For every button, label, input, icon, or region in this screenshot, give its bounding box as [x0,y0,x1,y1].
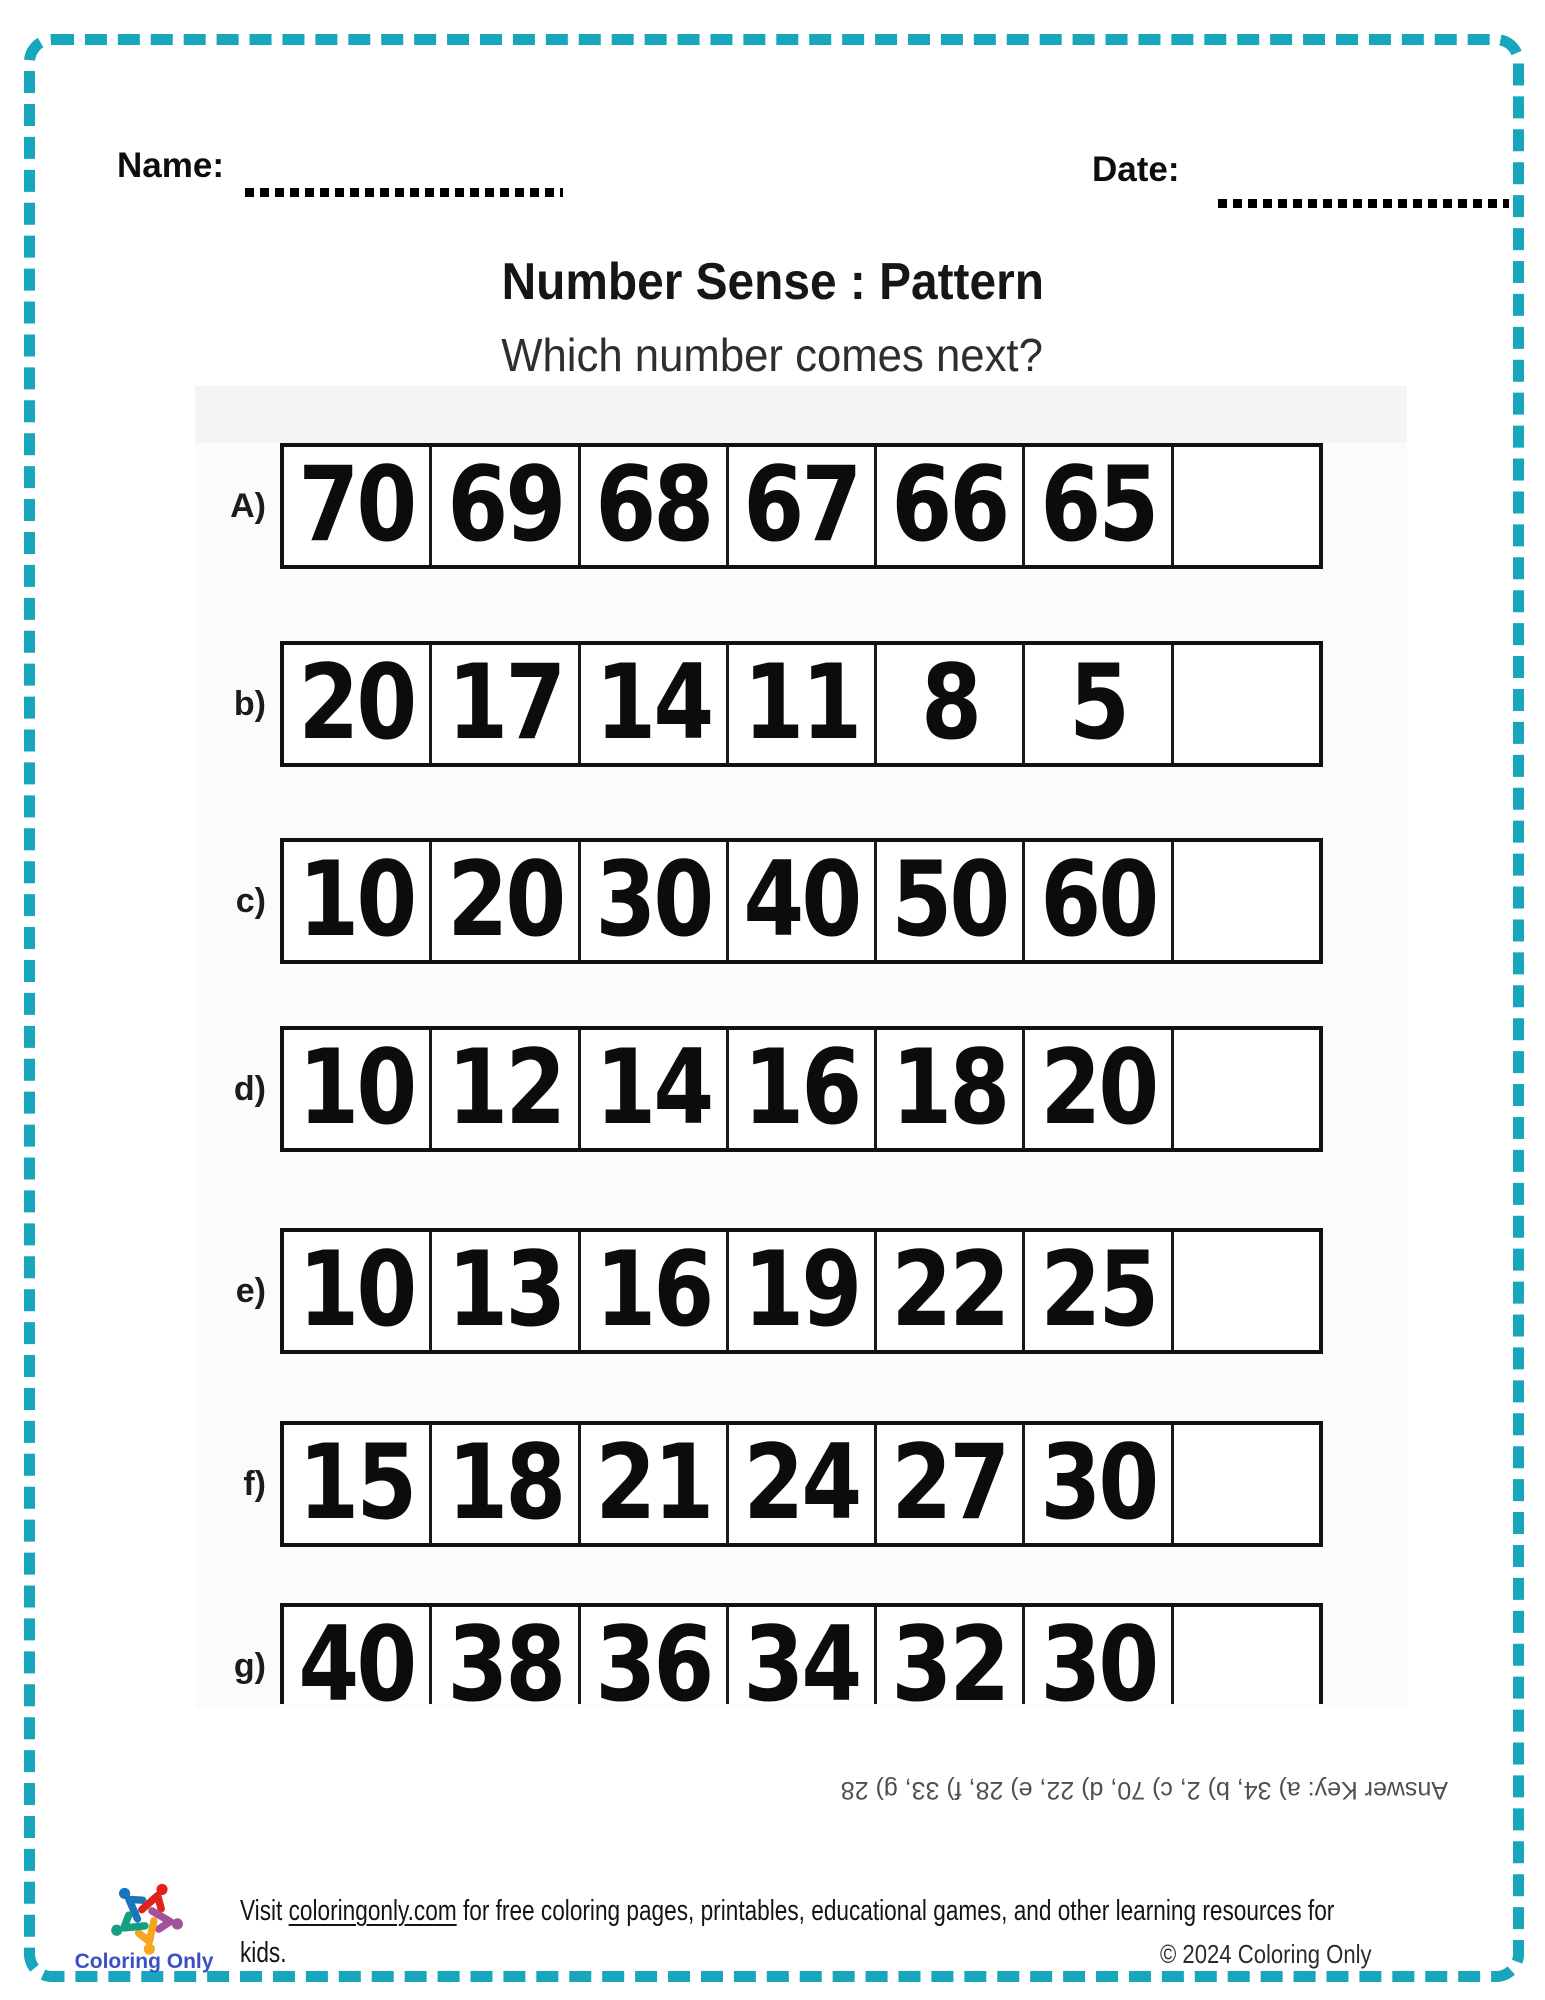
worksheet-row-e [185,1228,1323,1354]
number-cell: 12 [432,1030,580,1148]
worksheet-row-g-clip [185,1603,1325,1704]
page-title-wrap [0,252,1545,312]
row-label: A) [230,486,266,525]
worksheet-row-g [185,1603,1325,1704]
number-cell: 25 [1025,1232,1173,1350]
row-box [280,641,1323,767]
row-box [280,1421,1323,1547]
row-box [280,1026,1323,1152]
logo-star-people-icon [102,1874,190,1956]
number-cell: 14 [581,645,729,763]
number-cell: 11 [729,645,877,763]
number-cell: 20 [1025,1030,1173,1148]
number-cell: 14 [581,1030,729,1148]
number-cell: 5 [1025,645,1173,763]
number-cell: 50 [877,842,1025,960]
number-cell: 18 [432,1425,580,1543]
number-cell: 67 [729,447,877,565]
row-label: f) [243,1464,266,1503]
answer-cell [1174,1607,1319,1704]
number-cell: 66 [877,447,1025,565]
visit-prefix: Visit [240,1895,289,1927]
date-write-line [1218,199,1509,208]
number-cell: 15 [284,1425,432,1543]
row-label: e) [235,1271,266,1310]
number-cell: 21 [581,1425,729,1543]
worksheet-row-b [185,641,1323,767]
number-cell: 32 [877,1607,1025,1704]
number-cell: 19 [729,1232,877,1350]
answer-key-upside-down: Answer Key: a) 34, b) 2, c) 70, d) 22, e) 28, f) 33, g) 28 [840,1776,1448,1804]
row-label: b) [233,684,266,723]
row-label: c) [235,881,266,920]
row-label: g) [233,1646,266,1685]
page-subtitle-wrap [0,328,1545,382]
number-cell: 40 [284,1607,432,1704]
number-cell: 65 [1025,447,1173,565]
number-cell: 16 [729,1030,877,1148]
number-cell: 30 [1025,1607,1173,1704]
number-cell: 34 [729,1607,877,1704]
number-cell: 10 [284,1030,432,1148]
logo-text: Coloring Only [74,1950,214,1973]
number-cell: 40 [729,842,877,960]
row-box [280,443,1323,569]
footer-logo [64,1872,224,1984]
number-cell: 70 [284,447,432,565]
row-box [280,838,1323,964]
row-label: d) [233,1069,266,1108]
number-cell: 20 [284,645,432,763]
number-cell: 24 [729,1425,877,1543]
footer-note-line2: kids. [240,1937,287,1969]
date-label: Date: [1092,150,1180,189]
worksheet-row-d [185,1026,1323,1152]
number-cell: 16 [581,1232,729,1350]
number-cell: 18 [877,1030,1025,1148]
number-cell: 68 [581,447,729,565]
page-title: Number Sense : Pattern [501,253,1044,311]
answer-cell [1174,447,1319,565]
number-cell: 10 [284,1232,432,1350]
number-cell: 27 [877,1425,1025,1543]
visit-link[interactable]: coloringonly.com [288,1895,457,1927]
answer-cell [1174,1425,1319,1543]
worksheet-row-f [185,1421,1323,1547]
row-box [280,1228,1323,1354]
copyright-text: © 2024 Coloring Only [1160,1939,1372,1969]
number-cell: 38 [432,1607,580,1704]
number-cell: 10 [284,842,432,960]
number-cell: 60 [1025,842,1173,960]
visit-suffix: for free coloring pages, printables, educational games, and other learning resources for [456,1895,1335,1927]
number-cell: 30 [1025,1425,1173,1543]
number-cell: 30 [581,842,729,960]
answer-cell [1174,842,1319,960]
number-cell: 13 [432,1232,580,1350]
worksheet-row-a [185,443,1323,569]
answer-cell [1174,645,1319,763]
number-cell: 22 [877,1232,1025,1350]
number-cell: 20 [432,842,580,960]
answer-cell [1174,1030,1319,1148]
number-cell: 17 [432,645,580,763]
footer-note-line1 [240,1895,1334,1928]
number-cell: 69 [432,447,580,565]
scan-top-strip [195,386,1407,443]
name-label: Name: [117,146,224,185]
number-cell: 8 [877,645,1025,763]
worksheet-row-c [185,838,1323,964]
name-write-line [245,188,563,197]
row-box [280,1603,1323,1704]
number-cell: 36 [581,1607,729,1704]
answer-cell [1174,1232,1319,1350]
page-subtitle: Which number comes next? [501,329,1044,381]
